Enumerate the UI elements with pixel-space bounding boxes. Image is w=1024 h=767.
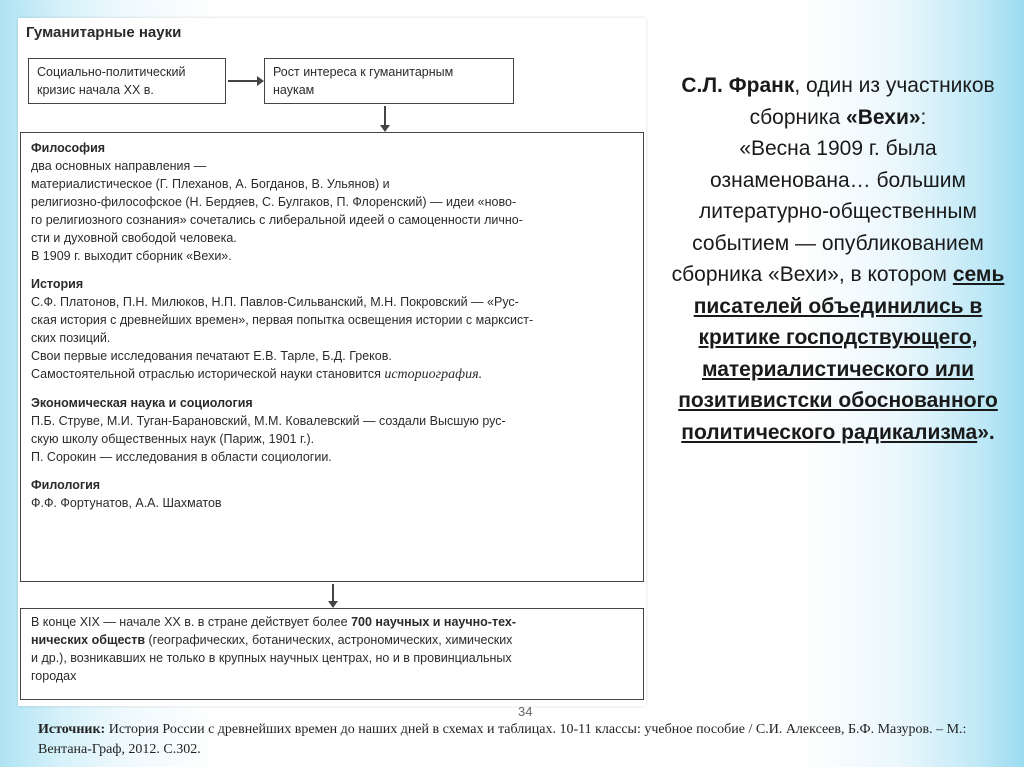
interest-line-2: наукам — [273, 83, 315, 97]
quote-end: ». — [977, 420, 995, 444]
societies-line-2 — [31, 631, 633, 649]
philosophy-line: материалистическое (Г. Плеханов, А. Богданов, В. Ульянов) и — [31, 177, 390, 191]
history-line: ских позиций. — [31, 331, 111, 345]
source-text: История России с древнейших времен до наших дней в схемах и таблицах. 10-11 классы: учебное пособие / С.И. Алексеев, Б.Ф. Мазуров. – М.: Вентана-Граф, 2012. С.302. — [38, 722, 967, 757]
quote-collection: «Вехи» — [846, 105, 921, 129]
frank-quote — [664, 70, 1012, 448]
quote-intro: , один из участников сборника — [749, 74, 995, 129]
history-line: ская история с древнейших времен», первая попытка освещения истории с марксист- — [31, 313, 534, 327]
societies-text: В конце XIX — начале XX в. в стране действует более — [31, 615, 352, 629]
arrow-right — [228, 80, 262, 82]
crisis-line-2: кризис начала XX в. — [37, 83, 154, 97]
economics-line: скую школу общественных наук (Париж, 1901 г.). — [31, 432, 315, 446]
economics-line: П.Б. Струве, М.И. Туган-Барановский, М.М. Ковалевский — создали Высшую рус- — [31, 414, 506, 428]
philosophy-line: два основных направления — — [31, 159, 207, 173]
quote-underlined: семь писателей объединились в критике господствующего, материалистического или позитивистски обоснованного политического радикализма — [678, 263, 1005, 444]
history-line-last — [31, 365, 633, 384]
crisis-box — [28, 58, 226, 104]
philology-heading: Филология — [31, 478, 101, 492]
crisis-line-1: Социально-политический — [37, 65, 186, 79]
philosophy-line: сти и духовной свободой человека. — [31, 231, 237, 245]
societies-bold: 700 научных и научно-тех- — [351, 615, 516, 629]
history-heading: История — [31, 277, 84, 291]
arrow-down-1 — [384, 106, 386, 128]
interest-line-1: Рост интереса к гуманитарным — [273, 65, 454, 79]
diagram-title: Гуманитарные науки — [26, 24, 182, 41]
philosophy-heading: Философия — [31, 141, 106, 155]
scanned-diagram — [18, 18, 646, 706]
philosophy-line: В 1909 г. выходит сборник «Вехи». — [31, 249, 232, 263]
arrow-down-2 — [332, 584, 334, 604]
societies-line-4: городах — [31, 669, 77, 683]
societies-line-3: и др.), возникавших не только в крупных научных центрах, но и в провинциальных — [31, 651, 512, 665]
quote-text: «Весна 1909 г. была ознаменована… большим литературно-общественным событием — опубликованием сборника «Вехи», в котором — [671, 137, 984, 286]
interest-box — [264, 58, 514, 104]
quote-author: С.Л. Франк — [681, 74, 795, 97]
page-number: 34 — [518, 704, 533, 719]
quote-colon: : — [920, 105, 927, 129]
history-line: Свои первые исследования печатают Е.В. Тарле, Б.Д. Греков. — [31, 349, 392, 363]
philosophy-line: религиозно-философское (Н. Бердяев, С. Булгаков, П. Флоренский) — идеи «ново- — [31, 195, 517, 209]
societies-text: (географических, ботанических, астрономических, химических — [145, 633, 513, 647]
societies-box — [20, 608, 644, 700]
societies-line-1 — [31, 613, 633, 631]
history-last-prefix: Самостоятельной отраслью исторической науки становится — [31, 367, 385, 381]
societies-bold: нических обществ — [31, 633, 146, 647]
history-line: С.Ф. Платонов, П.Н. Милюков, Н.П. Павлов-Сильванский, М.Н. Покровский — «Рус- — [31, 295, 519, 309]
philology-line: Ф.Ф. Фортунатов, А.А. Шахматов — [31, 496, 222, 510]
sciences-box — [20, 132, 644, 582]
source-citation — [38, 720, 998, 760]
economics-line: П. Сорокин — исследования в области социологии. — [31, 450, 332, 464]
source-label: Источник: — [38, 722, 106, 737]
economics-heading: Экономическая наука и социология — [31, 396, 253, 410]
philosophy-line: го религиозного сознания» сочетались с либеральной идеей о самоценности лично- — [31, 213, 523, 227]
historiography-term: историография. — [384, 367, 483, 382]
